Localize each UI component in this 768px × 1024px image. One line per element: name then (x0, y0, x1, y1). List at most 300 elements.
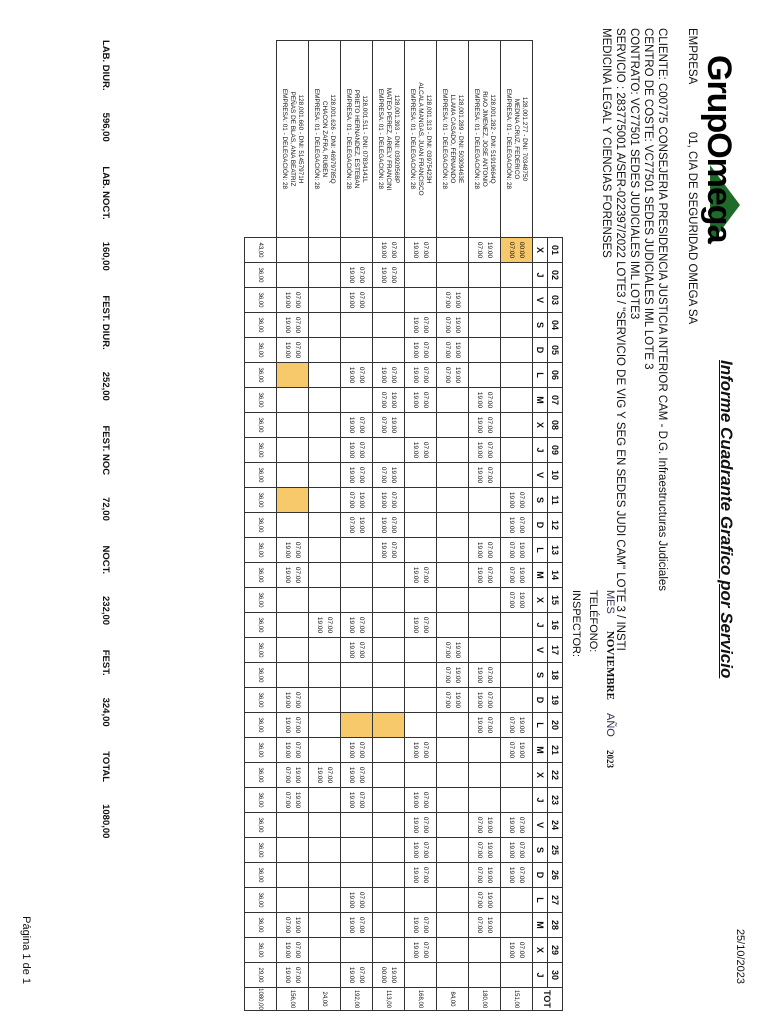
shift-cell (341, 238, 373, 263)
employee-line1: 128,001.289 - DNI: 50309463E (457, 94, 465, 184)
shift-text: 07:00 19:00 (284, 316, 302, 334)
shift-cell (277, 238, 309, 263)
shift-cell (469, 963, 501, 988)
shift-cell (405, 338, 437, 363)
table-row (309, 41, 341, 1011)
employee-cell (341, 41, 373, 238)
weekday-row (533, 41, 548, 1011)
shift-text: 07:00 19:00 (348, 441, 366, 459)
shift-cell (309, 438, 341, 463)
shift-cell (405, 413, 437, 438)
shift-text: 07:00 19:00 (412, 241, 430, 259)
shift-cell (405, 888, 437, 913)
day-header: 10 (548, 463, 563, 488)
shift-cell (469, 388, 501, 413)
fest-noc-label: FEST. NOC (100, 425, 111, 476)
weekday-header: V (533, 813, 548, 838)
day-header: 05 (548, 338, 563, 363)
shift-text: 07:00 19:00 (316, 766, 334, 784)
shift-text: 19:00 07:00 (476, 916, 494, 934)
shift-cell (469, 438, 501, 463)
shift-text: 19:00 07:00 (284, 766, 302, 784)
shift-cell (437, 613, 469, 638)
table-row (341, 41, 373, 1011)
day-header: 03 (548, 288, 563, 313)
employee-line2: PRIETO HERNANDEZ, ESTEBAN (353, 89, 361, 189)
employee-line3: EMPRESA: 01 - DELEGACIÓN: 28 (409, 88, 417, 190)
shift-cell (373, 588, 405, 613)
shift-cell (373, 913, 405, 938)
shift-cell (309, 663, 341, 688)
empresa-value: 01, CIA DE SEGURIDAD OMEGA SA (686, 131, 698, 325)
shift-cell (469, 338, 501, 363)
shift-text: 07:00 19:00 (412, 841, 430, 859)
shift-cell (309, 363, 341, 388)
shift-cell (501, 288, 533, 313)
employee-cell (277, 41, 309, 238)
page-number: Página 1 de 1 (20, 916, 32, 984)
shift-cell (309, 813, 341, 838)
shift-cell (309, 388, 341, 413)
shift-cell (277, 688, 309, 713)
shift-cell (373, 488, 405, 513)
weekday-header: S (533, 838, 548, 863)
servicio-line-2: MEDICINA LEGAL Y CIENCIAS FORENSES (600, 28, 612, 258)
shift-cell (373, 313, 405, 338)
shift-text: 07:00 19:00 (284, 291, 302, 309)
employee-line1: 128,001.282 - DNI: 51919664Q (489, 94, 497, 184)
shift-cell (501, 413, 533, 438)
shift-cell (437, 263, 469, 288)
shift-cell (437, 363, 469, 388)
shift-cell (405, 463, 437, 488)
shift-cell (373, 513, 405, 538)
employee-cell (405, 41, 437, 238)
shift-cell (437, 813, 469, 838)
shift-cell (309, 488, 341, 513)
shift-cell (309, 713, 341, 738)
day-header: 22 (548, 763, 563, 788)
shift-text: 19:00 07:00 (284, 916, 302, 934)
shift-text: 07:00 19:00 (284, 341, 302, 359)
shift-cell (373, 413, 405, 438)
shift-text: 07:00 19:00 (348, 966, 366, 984)
lab-noct-label: LAB. NOCT. (100, 166, 111, 220)
day-total-cell: 36,00 (245, 638, 277, 663)
weekday-header: X (533, 238, 548, 263)
weekday-header: M (533, 563, 548, 588)
shift-cell (309, 263, 341, 288)
shift-cell (309, 688, 341, 713)
shift-cell (437, 963, 469, 988)
employee-line1: 128,001.277 - DNI: 70348750 (521, 96, 529, 182)
weekday-header: L (533, 538, 548, 563)
shift-text: 19:00 07:00 (476, 891, 494, 909)
shift-cell (501, 463, 533, 488)
employee-line2: ALCALA MANGAS, JUAN FRANCISCO (417, 82, 425, 196)
employee-line3: EMPRESA: 01 - DELEGACIÓN: 28 (345, 88, 353, 190)
shift-cell (373, 538, 405, 563)
shift-cell (277, 838, 309, 863)
mes-label: MES (604, 590, 616, 614)
totals-blank (245, 41, 277, 238)
shift-text: 07:00 19:00 (476, 691, 494, 709)
shift-cell (373, 338, 405, 363)
shift-text: 19:00 07:00 (476, 841, 494, 859)
day-total-cell: 36,00 (245, 713, 277, 738)
weekday-header: L (533, 713, 548, 738)
shift-cell (437, 688, 469, 713)
employee-cell (469, 41, 501, 238)
shift-cell (469, 288, 501, 313)
shift-cell (341, 463, 373, 488)
shift-cell (469, 813, 501, 838)
report-title: Informe Cuadrante Grafico por Servicio (717, 360, 736, 679)
shift-text: 07:00 19:00 (380, 266, 398, 284)
shift-cell (437, 388, 469, 413)
shift-cell (405, 913, 437, 938)
shift-cell (501, 663, 533, 688)
shift-text: 07:00 19:00 (476, 541, 494, 559)
shift-cell (405, 863, 437, 888)
shift-text: 07:00 19:00 (476, 566, 494, 584)
day-header: 28 (548, 913, 563, 938)
shift-text: 07:00 19:00 (316, 616, 334, 634)
shift-cell (469, 913, 501, 938)
shift-cell (501, 338, 533, 363)
day-total-cell: 36,00 (245, 913, 277, 938)
shift-cell (309, 538, 341, 563)
shift-cell (501, 263, 533, 288)
shift-cell (373, 613, 405, 638)
employee-line3: EMPRESA: 01 - DELEGACIÓN: 28 (313, 88, 321, 190)
shift-cell (405, 238, 437, 263)
shift-cell (405, 388, 437, 413)
day-total-cell: 36,00 (245, 488, 277, 513)
weekday-header: S (533, 663, 548, 688)
shift-cell (277, 463, 309, 488)
shift-cell (437, 463, 469, 488)
schedule-table (244, 40, 563, 1011)
shift-cell (469, 788, 501, 813)
shift-text: 19:00 07:00 (380, 416, 398, 434)
shift-cell (501, 538, 533, 563)
shift-cell (405, 263, 437, 288)
weekday-header: J (533, 438, 548, 463)
day-total-cell: 36,00 (245, 563, 277, 588)
shift-text: 19:00 07:00 (348, 491, 366, 509)
shift-cell (405, 713, 437, 738)
shift-text: 19:00 07:00 (380, 466, 398, 484)
shift-cell (373, 838, 405, 863)
shift-text: 19:00 07:00 (444, 691, 462, 709)
shift-text: 07:00 19:00 (348, 916, 366, 934)
shift-cell (341, 313, 373, 338)
shift-text: 19:00 07:00 (444, 291, 462, 309)
shift-cell (373, 563, 405, 588)
day-header: 25 (548, 838, 563, 863)
shift-cell (501, 863, 533, 888)
shift-cell (501, 913, 533, 938)
weekday-header: J (533, 263, 548, 288)
shift-cell (309, 888, 341, 913)
day-total-cell: 36,00 (245, 513, 277, 538)
shift-text: 07:00 19:00 (380, 366, 398, 384)
weekday-header: S (533, 313, 548, 338)
shift-text: 07:00 19:00 (380, 241, 398, 259)
noct-label: NOCT. (100, 545, 111, 575)
shift-text: 07:00 19:00 (348, 791, 366, 809)
employee-line3: EMPRESA: 01 - DELEGACIÓN: 28 (281, 88, 289, 190)
shift-cell (373, 263, 405, 288)
centro-line: CENTRO DE COSTE: VC77501 SEDES JUDICIALES IML LOTE 3 (642, 28, 654, 370)
shift-text: 07:00 19:00 (284, 941, 302, 959)
shift-cell (501, 963, 533, 988)
day-header: 12 (548, 513, 563, 538)
shift-cell (501, 788, 533, 813)
shift-cell (309, 238, 341, 263)
report-date: 25/10/2023 (734, 928, 746, 984)
fest-value: 324,00 (100, 697, 111, 727)
shift-text: 07:00 19:00 (508, 816, 526, 834)
shift-cell (277, 788, 309, 813)
shift-cell (437, 563, 469, 588)
employee-line3: EMPRESA: 01 - DELEGACIÓN: 28 (441, 88, 449, 190)
day-number-row (548, 41, 563, 1011)
day-header: 09 (548, 438, 563, 463)
shift-cell (373, 363, 405, 388)
shift-cell (341, 938, 373, 963)
shift-text: 07:00 19:00 (412, 366, 430, 384)
shift-cell (469, 363, 501, 388)
day-header: 29 (548, 938, 563, 963)
shift-cell (405, 813, 437, 838)
shift-cell (277, 538, 309, 563)
shift-cell (341, 563, 373, 588)
day-total-cell: 36,00 (245, 438, 277, 463)
blank-header-2 (533, 41, 548, 238)
shift-cell (437, 913, 469, 938)
shift-text: 19:00 07:00 (348, 516, 366, 534)
weekday-header: M (533, 913, 548, 938)
day-total-cell: 36,00 (245, 763, 277, 788)
weekday-header: V (533, 288, 548, 313)
shift-text: 07:00 19:00 (348, 466, 366, 484)
shift-cell (277, 863, 309, 888)
shift-cell (309, 338, 341, 363)
shift-text: 19:00 07:00 (380, 391, 398, 409)
blank-header (548, 41, 563, 238)
shift-cell (437, 513, 469, 538)
shift-cell (309, 938, 341, 963)
weekday-header: D (533, 688, 548, 713)
shift-cell (405, 438, 437, 463)
shift-cell (501, 388, 533, 413)
employee-line2: PEÑAS DE BLAS, ANA BEATRIZ (289, 91, 297, 187)
weekday-header: J (533, 963, 548, 988)
day-total-cell: 36,00 (245, 313, 277, 338)
shift-cell (277, 363, 309, 388)
shift-cell (341, 438, 373, 463)
day-totals-row (245, 41, 277, 1011)
table-row (405, 41, 437, 1011)
shift-cell (405, 513, 437, 538)
shift-cell (501, 563, 533, 588)
lab-diur-value: 596,00 (100, 112, 111, 142)
shift-cell (341, 588, 373, 613)
shift-text: 19:00 07:00 (508, 591, 526, 609)
shift-cell (277, 388, 309, 413)
employee-total: 24,00 (309, 988, 341, 1011)
shift-text: 07:00 19:00 (284, 966, 302, 984)
shift-cell (309, 838, 341, 863)
shift-cell (277, 963, 309, 988)
employee-line2: CHACON ZAFRA, RUBEN (321, 100, 329, 178)
day-total-cell: 36,00 (245, 538, 277, 563)
day-total-cell: 43,00 (245, 238, 277, 263)
employee-total: 168,00 (405, 988, 437, 1011)
shift-cell (341, 788, 373, 813)
day-header: 06 (548, 363, 563, 388)
shift-cell (469, 313, 501, 338)
day-header: 23 (548, 788, 563, 813)
shift-text: 07:00 19:00 (348, 266, 366, 284)
day-header: 21 (548, 738, 563, 763)
shift-cell (373, 463, 405, 488)
shift-cell (309, 863, 341, 888)
shift-cell (309, 563, 341, 588)
shift-cell (373, 863, 405, 888)
shift-text: 07:00 19:00 (284, 566, 302, 584)
shift-cell (405, 313, 437, 338)
day-header: 13 (548, 538, 563, 563)
table-row (277, 41, 309, 1011)
shift-cell (405, 963, 437, 988)
shift-cell (277, 613, 309, 638)
employee-line3: EMPRESA: 01 - DELEGACIÓN: 28 (377, 88, 385, 190)
employee-total: 180,00 (469, 988, 501, 1011)
shift-text: 19:00 07:00 (444, 366, 462, 384)
shift-cell (469, 513, 501, 538)
shift-cell (469, 413, 501, 438)
day-total-cell: 36,00 (245, 463, 277, 488)
shift-text: 07:00 19:00 (412, 616, 430, 634)
day-header: 20 (548, 713, 563, 738)
shift-cell (309, 313, 341, 338)
shift-cell (341, 338, 373, 363)
shift-cell (437, 938, 469, 963)
shift-cell (341, 263, 373, 288)
shift-cell (277, 488, 309, 513)
shift-cell (405, 788, 437, 813)
shift-cell (277, 588, 309, 613)
shift-cell (277, 563, 309, 588)
shift-cell (437, 713, 469, 738)
shift-text: 07:00 19:00 (348, 291, 366, 309)
shift-cell (373, 788, 405, 813)
shift-text: 07:00 19:00 (412, 566, 430, 584)
weekday-header: V (533, 463, 548, 488)
day-header: 04 (548, 313, 563, 338)
shift-cell (373, 813, 405, 838)
shift-cell (469, 688, 501, 713)
shift-cell (405, 363, 437, 388)
shift-cell (469, 638, 501, 663)
shift-cell (469, 488, 501, 513)
shift-cell (309, 963, 341, 988)
shift-text: 07:00 19:00 (412, 341, 430, 359)
shift-cell (309, 638, 341, 663)
shift-cell (405, 563, 437, 588)
shift-cell (277, 288, 309, 313)
shift-text: 07:00 19:00 (476, 716, 494, 734)
shift-text: 07:00 19:00 (412, 916, 430, 934)
employee-total: 151,00 (501, 988, 533, 1011)
shift-text: 19:00 07:00 (476, 816, 494, 834)
day-total-cell: 36,00 (245, 263, 277, 288)
shift-cell (277, 763, 309, 788)
shift-cell (469, 738, 501, 763)
shift-cell (277, 938, 309, 963)
shift-cell (277, 738, 309, 763)
anio-value: 2023 (605, 749, 615, 768)
fest-label: FEST. (100, 649, 111, 676)
grand-total-cell: 1080,00 (245, 988, 277, 1011)
day-total-cell: 36,00 (245, 613, 277, 638)
day-total-cell: 36,00 (245, 338, 277, 363)
weekday-header: X (533, 763, 548, 788)
table-row (373, 41, 405, 1011)
shift-cell (341, 763, 373, 788)
shift-cell (373, 388, 405, 413)
employee-line1: 128,001.511 - DNI: 07834141L (361, 95, 369, 183)
shift-text: 19:00 07:00 (508, 566, 526, 584)
shift-cell (437, 538, 469, 563)
logo-text: GrupOmega (700, 55, 738, 243)
day-total-cell: 36,00 (245, 738, 277, 763)
shift-cell (341, 738, 373, 763)
shift-cell (405, 938, 437, 963)
shift-text: 07:00 19:00 (348, 891, 366, 909)
shift-cell (373, 238, 405, 263)
shift-cell (501, 813, 533, 838)
shift-text: 07:00 19:00 (412, 316, 430, 334)
shift-cell (405, 763, 437, 788)
shift-text: 07:00 19:00 (380, 541, 398, 559)
weekday-header: X (533, 938, 548, 963)
shift-cell (277, 513, 309, 538)
shift-cell (341, 613, 373, 638)
shift-cell (341, 688, 373, 713)
weekday-header: X (533, 413, 548, 438)
employee-cell (501, 41, 533, 238)
shift-cell (341, 963, 373, 988)
shift-text: 07:00 19:00 (284, 541, 302, 559)
shift-cell (501, 588, 533, 613)
shift-text: 07:00 19:00 (348, 741, 366, 759)
shift-cell (501, 688, 533, 713)
shift-text: 07:00 19:00 (380, 491, 398, 509)
shift-cell (437, 438, 469, 463)
shift-text: 07:00 19:00 (412, 391, 430, 409)
shift-cell (501, 763, 533, 788)
weekday-header: L (533, 888, 548, 913)
day-header: 17 (548, 638, 563, 663)
shift-text: 07:00 19:00 (348, 616, 366, 634)
shift-cell (405, 288, 437, 313)
shift-cell (405, 538, 437, 563)
shift-text: 07:00 19:00 (508, 516, 526, 534)
